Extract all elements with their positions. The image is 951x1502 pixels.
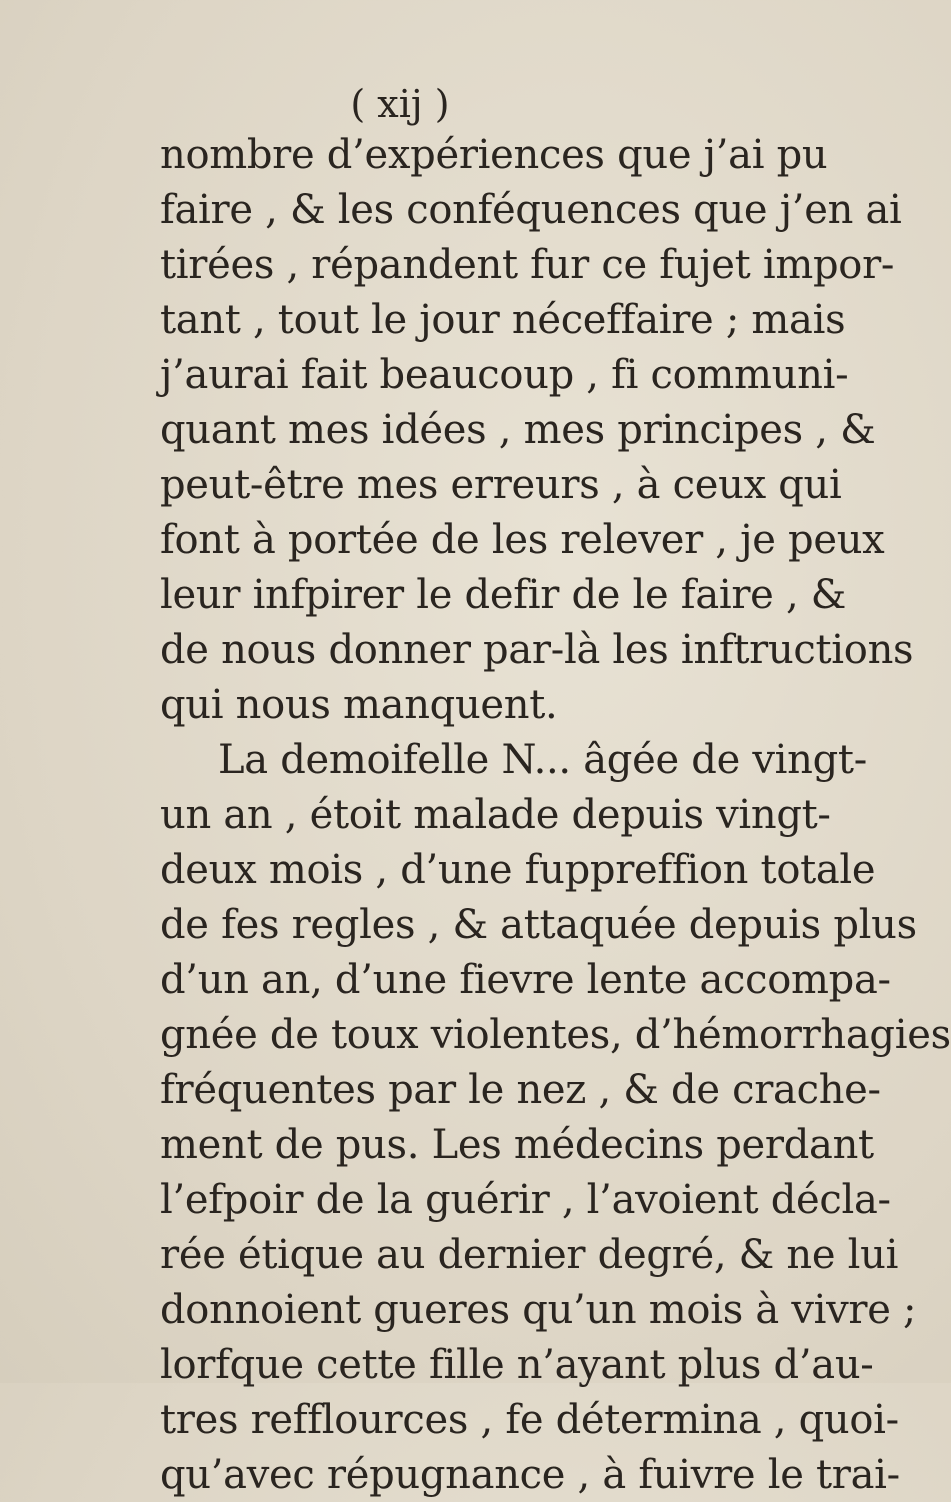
text-line: tirées , répandent fur ce fujet impor- xyxy=(160,242,895,288)
text-line: gnée de toux violentes, d’hémorrhagies xyxy=(160,1012,951,1058)
text-line: fréquentes par le nez , & de crache- xyxy=(160,1067,881,1113)
paragraph-start: La demoifelle N... âgée de vingt- xyxy=(218,737,867,783)
text-line: donnoient gueres qu’un mois à vivre ; xyxy=(160,1287,917,1333)
text-line: ment de pus. Les médecins perdant xyxy=(160,1122,874,1168)
text-line: de nous donner par-là les inftructions xyxy=(160,627,914,673)
text-line: leur infpirer le defir de le faire , & xyxy=(160,572,847,618)
text-line: de fes regles , & attaquée depuis plus xyxy=(160,902,917,948)
text-line: j’aurai fait beaucoup , fi communi- xyxy=(160,352,849,398)
text-line: rée étique au dernier degré, & ne lui xyxy=(160,1232,899,1278)
text-line: un an , étoit malade depuis vingt- xyxy=(160,792,831,838)
text-line: nombre d’expériences que j’ai pu xyxy=(160,132,828,178)
text-line: faire , & les conféquences que j’en ai xyxy=(160,187,902,233)
text-line: lorfque cette fille n’ayant plus d’au- xyxy=(160,1342,874,1388)
text-line: peut-être mes erreurs , à ceux qui xyxy=(160,462,842,508)
text-line: qu’avec répugnance , à fuivre le trai- xyxy=(160,1452,900,1498)
text-line: qui nous manquent. xyxy=(160,682,558,728)
text-line: font à portée de les relever , je peux xyxy=(160,517,885,563)
text-line: tres refflources , fe détermina , quoi- xyxy=(160,1397,899,1443)
text-line: tant , tout le jour néceffaire ; mais xyxy=(160,297,846,343)
text-line: l’efpoir de la guérir , l’avoient décla- xyxy=(160,1177,891,1223)
text-line: quant mes idées , mes principes , & xyxy=(160,407,876,453)
page-number: ( xij ) xyxy=(350,82,450,126)
text-line: d’un an, d’une fievre lente accompa- xyxy=(160,957,891,1003)
text-line: deux mois , d’une fuppreffion totale xyxy=(160,847,876,893)
